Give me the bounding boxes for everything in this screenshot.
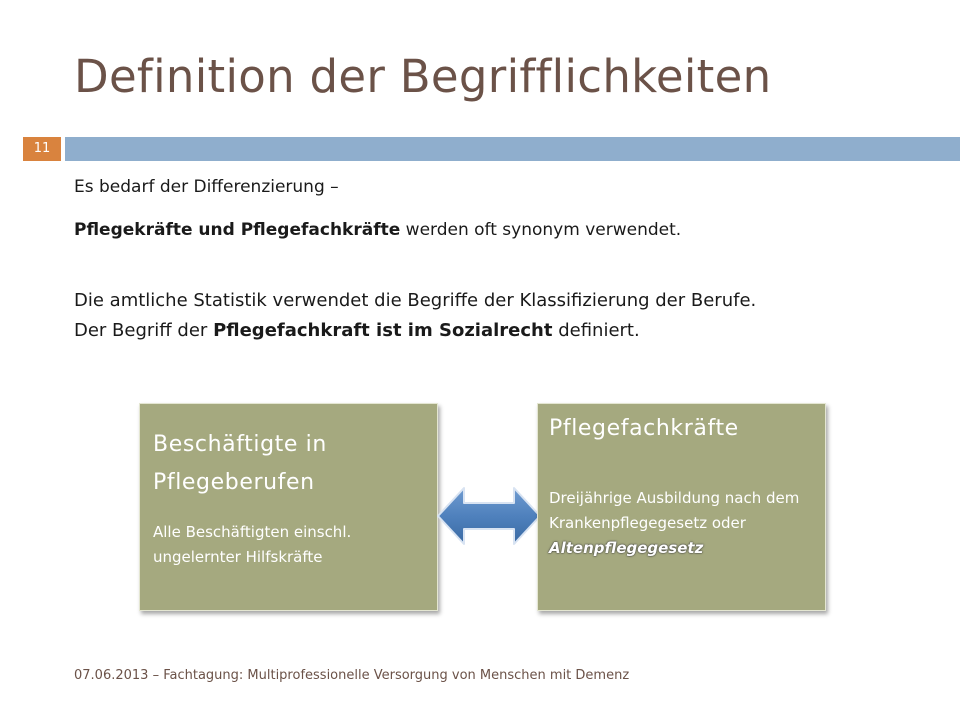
synonym-line — [74, 220, 681, 240]
box-skilled-desc-text: Dreijährige Ausbildung nach dem Krankenpflegegesetz oder — [549, 489, 800, 532]
box-skilled-desc-strong: Altenpflegegesetz — [549, 539, 704, 557]
social-law-bold: Pflegefachkraft ist im Sozialrecht — [213, 320, 553, 341]
box-skilled-desc — [549, 486, 815, 561]
social-law-end: definiert. — [552, 320, 640, 341]
intro-text: Es bedarf der Differenzierung – — [74, 177, 339, 197]
footer-date: 07.06.2013 – — [74, 668, 160, 683]
statistics-line: Die amtliche Statistik verwendet die Begriffe der Klassifizierung der Berufe. — [74, 290, 757, 311]
slide-number: 11 — [23, 137, 61, 161]
intro-line — [74, 177, 339, 197]
social-law-start: Der Begriff der — [74, 320, 214, 341]
statistics-paragraph — [74, 286, 756, 346]
box-skilled-title: Pflegefachkräfte — [549, 416, 739, 441]
synonym-bold: Pflegekräfte und Pflegefachkräfte — [74, 220, 401, 240]
header-band — [65, 137, 960, 161]
slide-title: Definition der Begrifflichkeiten — [74, 50, 772, 103]
box-skilled-care-workers — [537, 403, 826, 611]
footer-text: Fachtagung: Multiprofessionelle Versorgung von Menschen mit Demenz — [159, 668, 630, 683]
box-care-workers — [139, 403, 438, 611]
double-headed-arrow-icon — [436, 485, 542, 547]
synonym-rest: werden oft synonym verwendet. — [400, 220, 682, 240]
box-care-workers-title: Beschäftigte in Pflegeberufen — [153, 432, 327, 495]
slide-footer — [74, 668, 629, 683]
box-care-workers-desc: Alle Beschäftigten einschl. ungelernter Hilfskräfte — [153, 523, 352, 566]
